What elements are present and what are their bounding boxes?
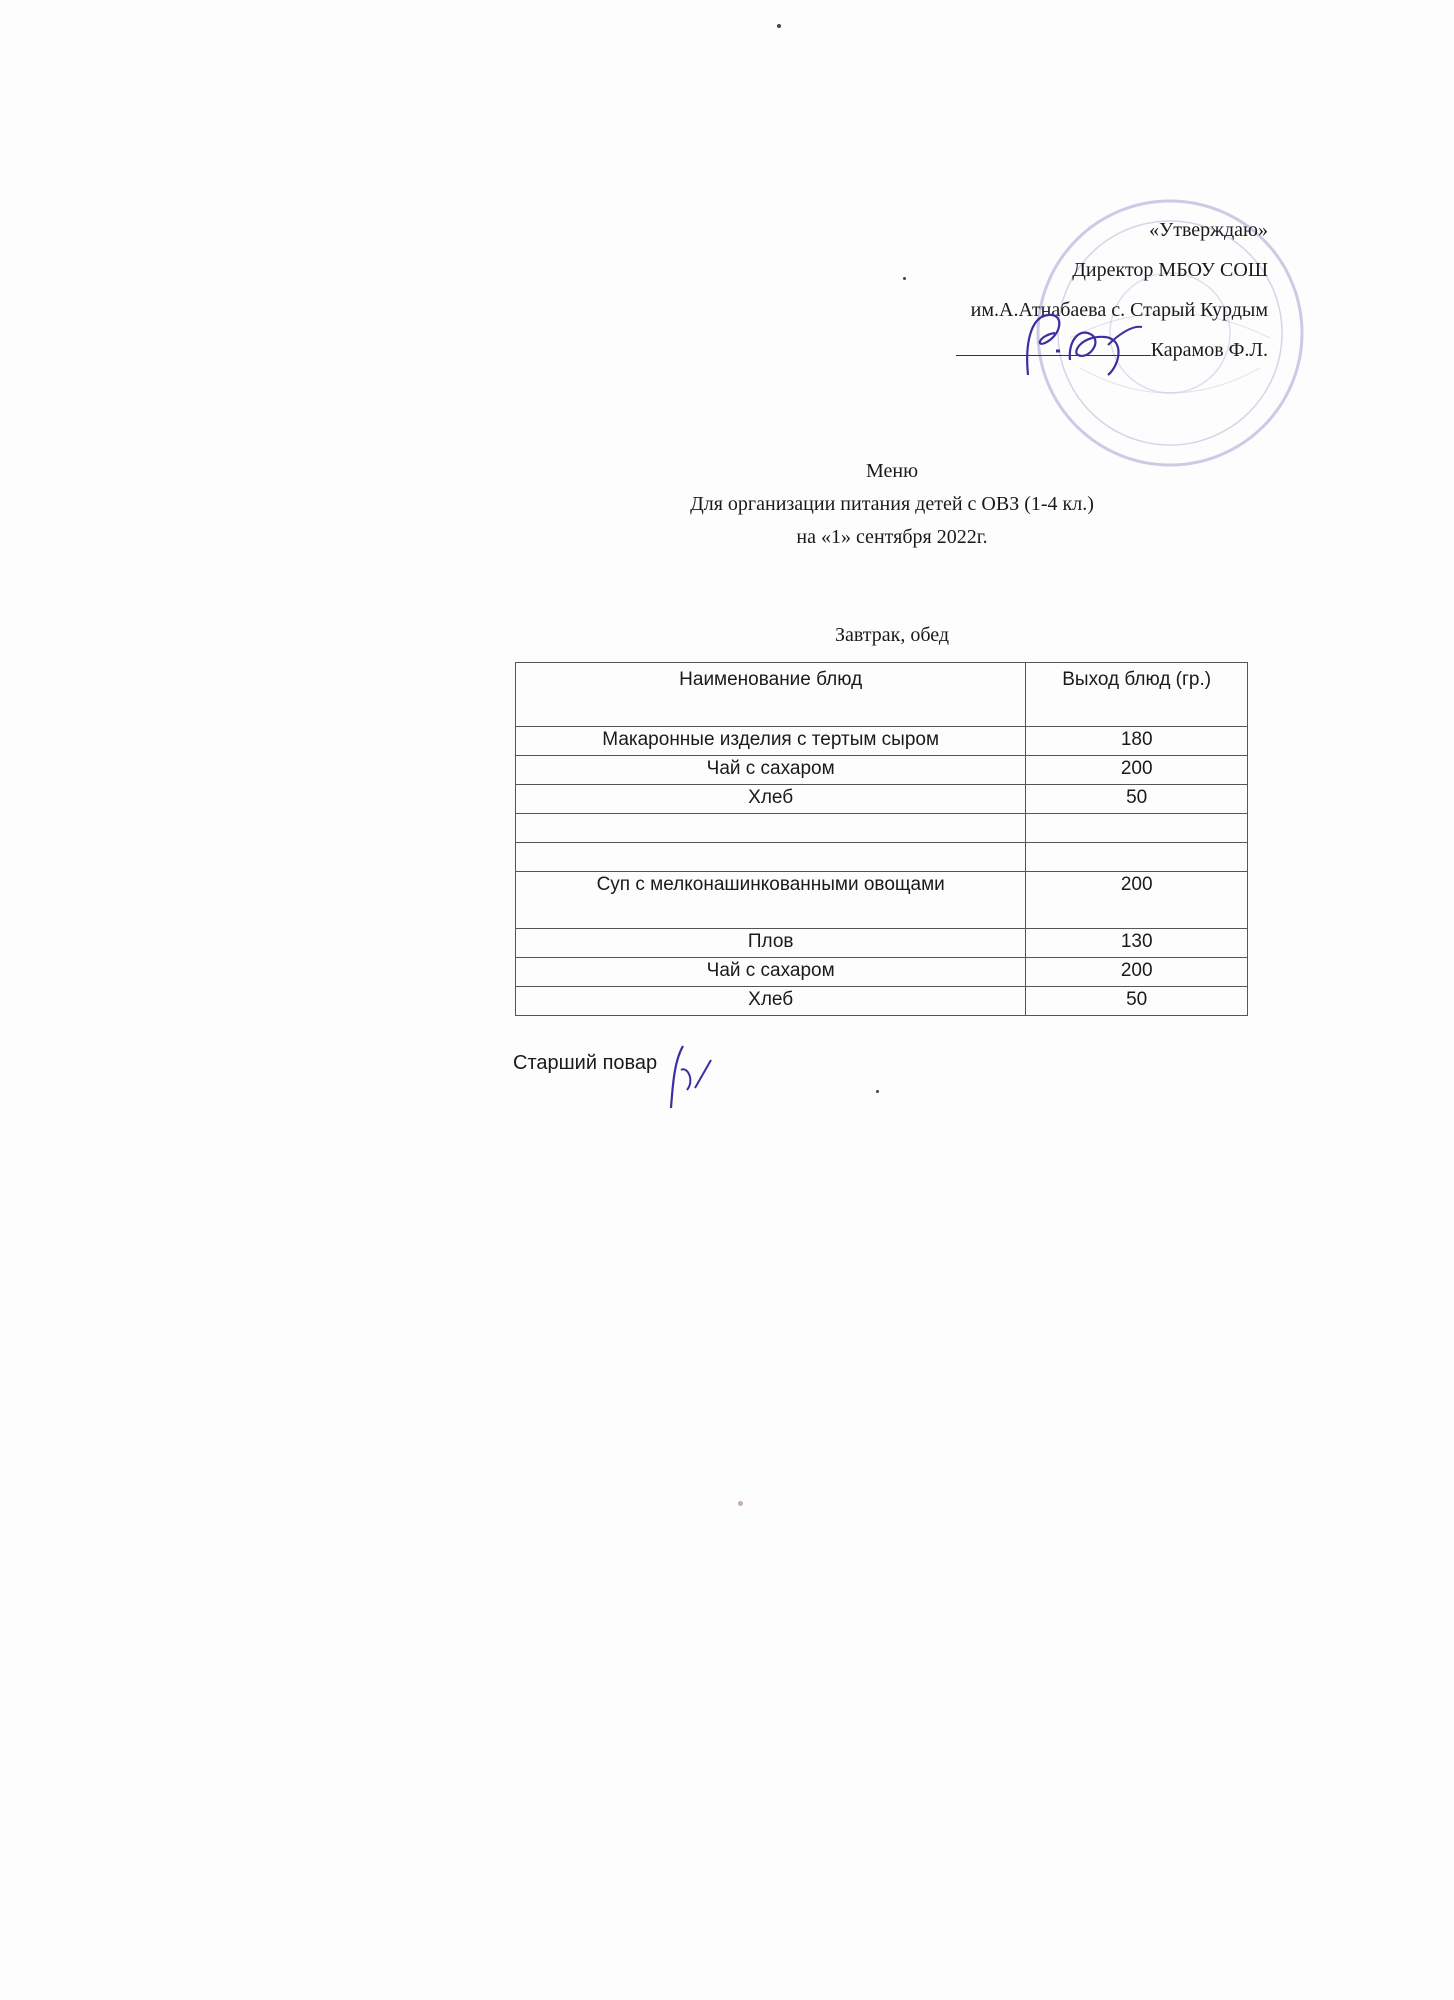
dish-yield: 200: [1026, 958, 1248, 987]
scan-speck: [903, 277, 906, 280]
dish-yield: [1026, 843, 1248, 872]
title-purpose: Для организации питания детей с ОВЗ (1-4 кл.): [690, 493, 1094, 515]
title-menu: Меню: [865, 460, 919, 482]
dish-name: Плов: [516, 929, 1026, 958]
table-row: [516, 785, 1248, 814]
meal-label: Завтрак, обед: [834, 624, 950, 646]
header-dish-name: Наименование блюд: [516, 663, 1026, 727]
table-row: [516, 872, 1248, 929]
table-row-empty: [516, 843, 1248, 872]
dish-name: Макаронные изделия с тертым сыром: [516, 727, 1026, 756]
approval-heading: «Утверждаю»: [1149, 219, 1268, 241]
scan-speck: [876, 1090, 879, 1093]
table-row: [516, 727, 1248, 756]
dish-name: Чай с сахаром: [516, 958, 1026, 987]
dish-name: [516, 843, 1026, 872]
dish-name: Суп с мелконашинкованными овощами: [516, 872, 1026, 929]
table-header-row: [516, 663, 1248, 727]
dish-name: Хлеб: [516, 987, 1026, 1016]
approval-position: Директор МБОУ СОШ: [1072, 259, 1268, 281]
table-row-empty: [516, 814, 1248, 843]
director-signature: [1010, 305, 1150, 390]
cook-signature: [665, 1040, 715, 1112]
dish-yield: 130: [1026, 929, 1248, 958]
dish-yield: 50: [1026, 785, 1248, 814]
document-title: [512, 455, 1272, 554]
director-name: Карамов Ф.Л.: [1150, 339, 1268, 361]
header-yield: Выход блюд (гр.): [1026, 663, 1248, 727]
table-row: [516, 929, 1248, 958]
menu-table: [515, 662, 1248, 1016]
scan-speck: [738, 1501, 743, 1506]
dish-name: [516, 814, 1026, 843]
dish-yield: [1026, 814, 1248, 843]
title-date: на «1» сентября 2022г.: [796, 526, 988, 548]
senior-cook-label: Старший повар: [513, 1052, 658, 1074]
approval-school: им.А.Атнабаева с. Старый Курдым: [970, 299, 1268, 321]
dish-name: Хлеб: [516, 785, 1026, 814]
dish-yield: 180: [1026, 727, 1248, 756]
table-row: [516, 987, 1248, 1016]
dish-yield: 200: [1026, 756, 1248, 785]
table-row: [516, 958, 1248, 987]
dish-yield: 50: [1026, 987, 1248, 1016]
dish-yield: 200: [1026, 872, 1248, 929]
scan-speck: [777, 24, 781, 28]
table-row: [516, 756, 1248, 785]
dish-name: Чай с сахаром: [516, 756, 1026, 785]
